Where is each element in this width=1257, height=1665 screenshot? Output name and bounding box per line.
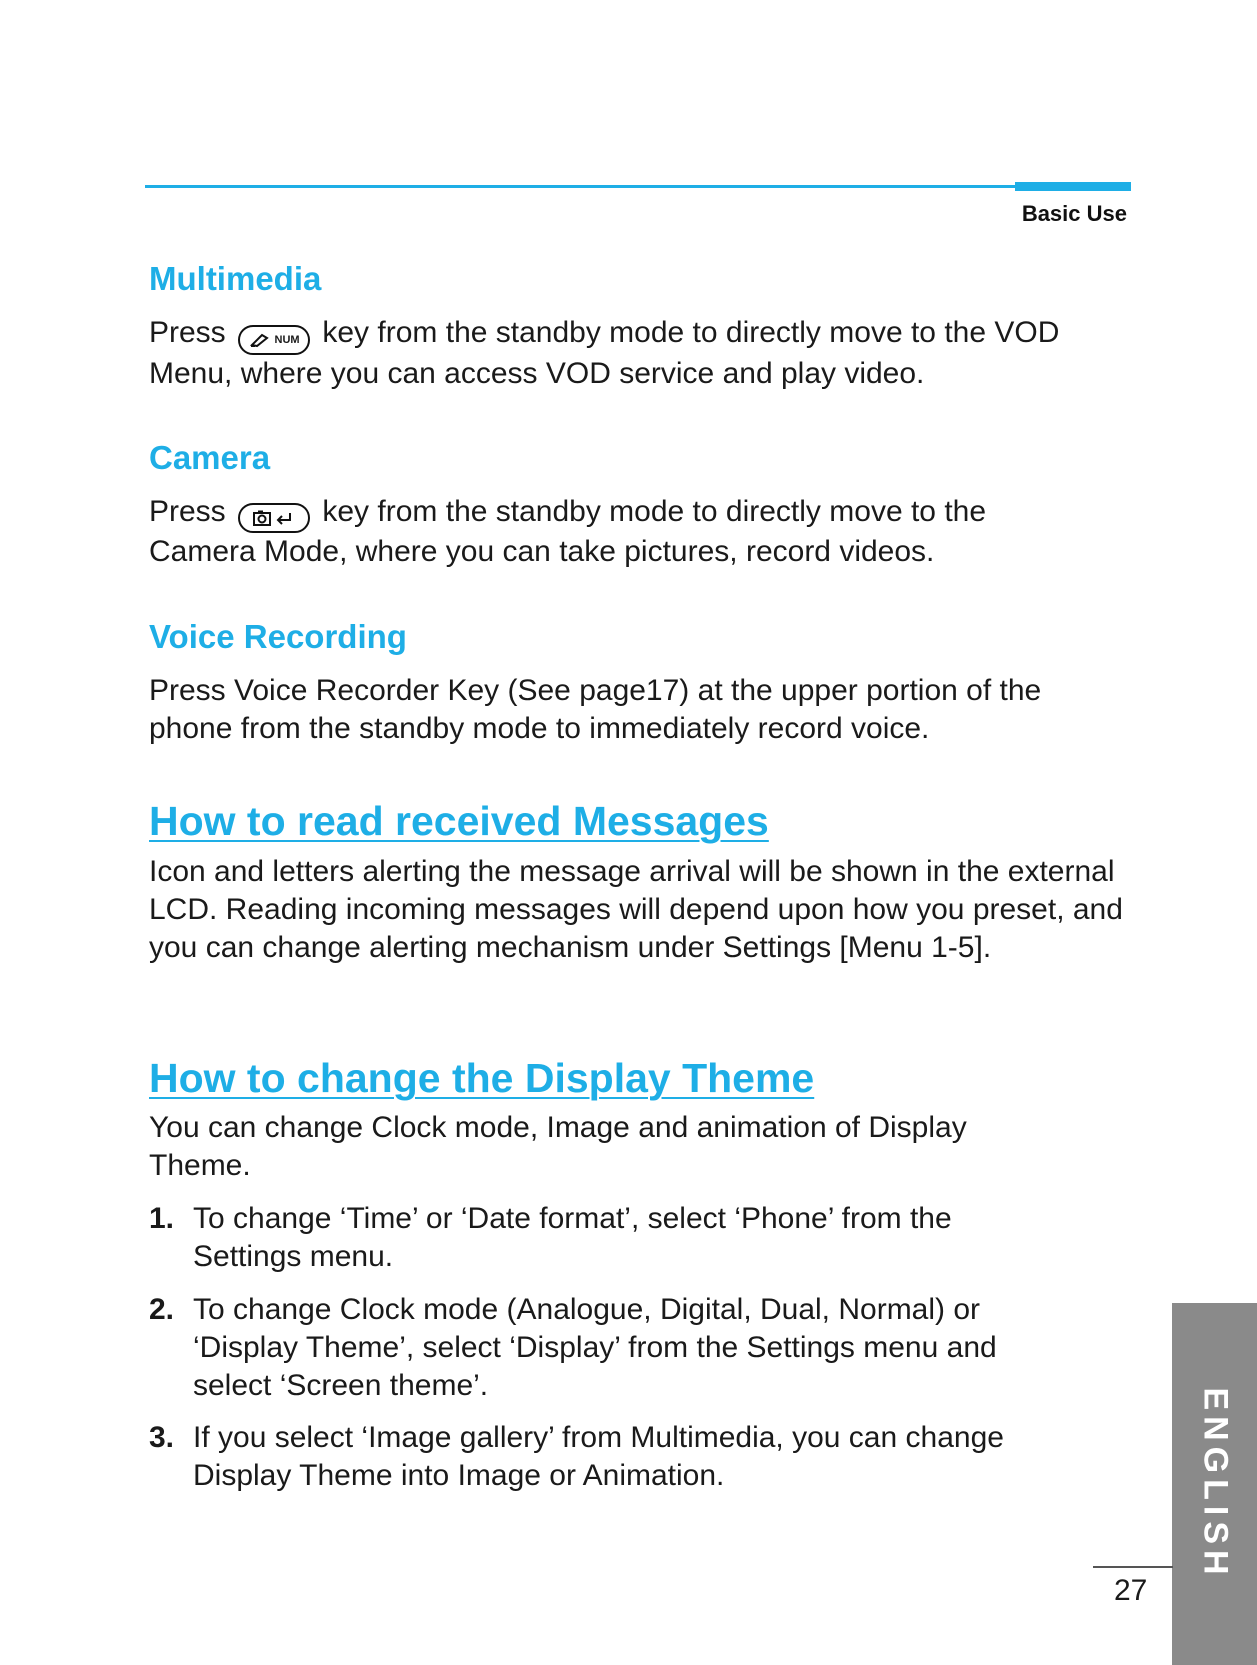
theme-heading: How to change the Display Theme: [149, 1055, 815, 1101]
camera-key-icon: [238, 503, 310, 533]
multimedia-line1: key from the standby mode to directly move to the VOD: [322, 316, 1060, 349]
messages-heading: How to read received Messages: [149, 798, 769, 844]
multimedia-paragraph: [149, 314, 1124, 393]
messages-paragraph: Icon and letters alerting the message arrival will be shown in the external LCD. Reading incoming messages will depend upon how you preset, and you can change alerting mechanism under Settings [Menu 1-5].: [149, 855, 1123, 964]
camera-line1: key from the standby mode to directly move to the: [322, 495, 987, 528]
page-number: 27: [1114, 1574, 1148, 1607]
language-tab-label: ENGLISH: [1196, 1387, 1234, 1581]
camera-line2: Camera Mode, where you can take pictures, record videos.: [149, 535, 935, 568]
page-number-rule: [1093, 1566, 1173, 1568]
camera-paragraph: [149, 493, 1124, 571]
step-text: To change ‘Time’ or ‘Date format’, select ‘Phone’ from the Settings menu.: [193, 1202, 952, 1273]
num-key-label: NUM: [274, 334, 300, 346]
step-text: If you select ‘Image gallery’ from Multimedia, you can change Display Theme into Image or Animation.: [193, 1421, 1004, 1492]
header-rule-accent: [1015, 182, 1131, 191]
step-text: To change Clock mode (Analogue, Digital, Dual, Normal) or ‘Display Theme’, select ‘Display’ from the Settings menu and select ‘Screen theme’.: [193, 1293, 997, 1402]
step-number: 2.: [149, 1293, 175, 1326]
language-side-tab: [1172, 1303, 1257, 1665]
multimedia-heading: Multimedia: [149, 260, 322, 297]
section-label: Basic Use: [1021, 201, 1127, 226]
press-text: Press: [149, 495, 226, 528]
header-rule: [145, 185, 1015, 188]
step-number: 3.: [149, 1421, 175, 1454]
multimedia-num-key-icon: [238, 325, 310, 355]
voice-recording-heading: Voice Recording: [149, 618, 407, 655]
press-text: Press: [149, 316, 226, 349]
theme-intro: You can change Clock mode, Image and animation of Display Theme.: [149, 1111, 967, 1182]
camera-heading: Camera: [149, 439, 271, 476]
multimedia-line2: Menu, where you can access VOD service and play video.: [149, 357, 925, 390]
voice-recording-paragraph: Press Voice Recorder Key (See page17) at the upper portion of the phone from the standby mode to immediately record voice.: [149, 674, 1042, 745]
step-number: 1.: [149, 1202, 175, 1235]
